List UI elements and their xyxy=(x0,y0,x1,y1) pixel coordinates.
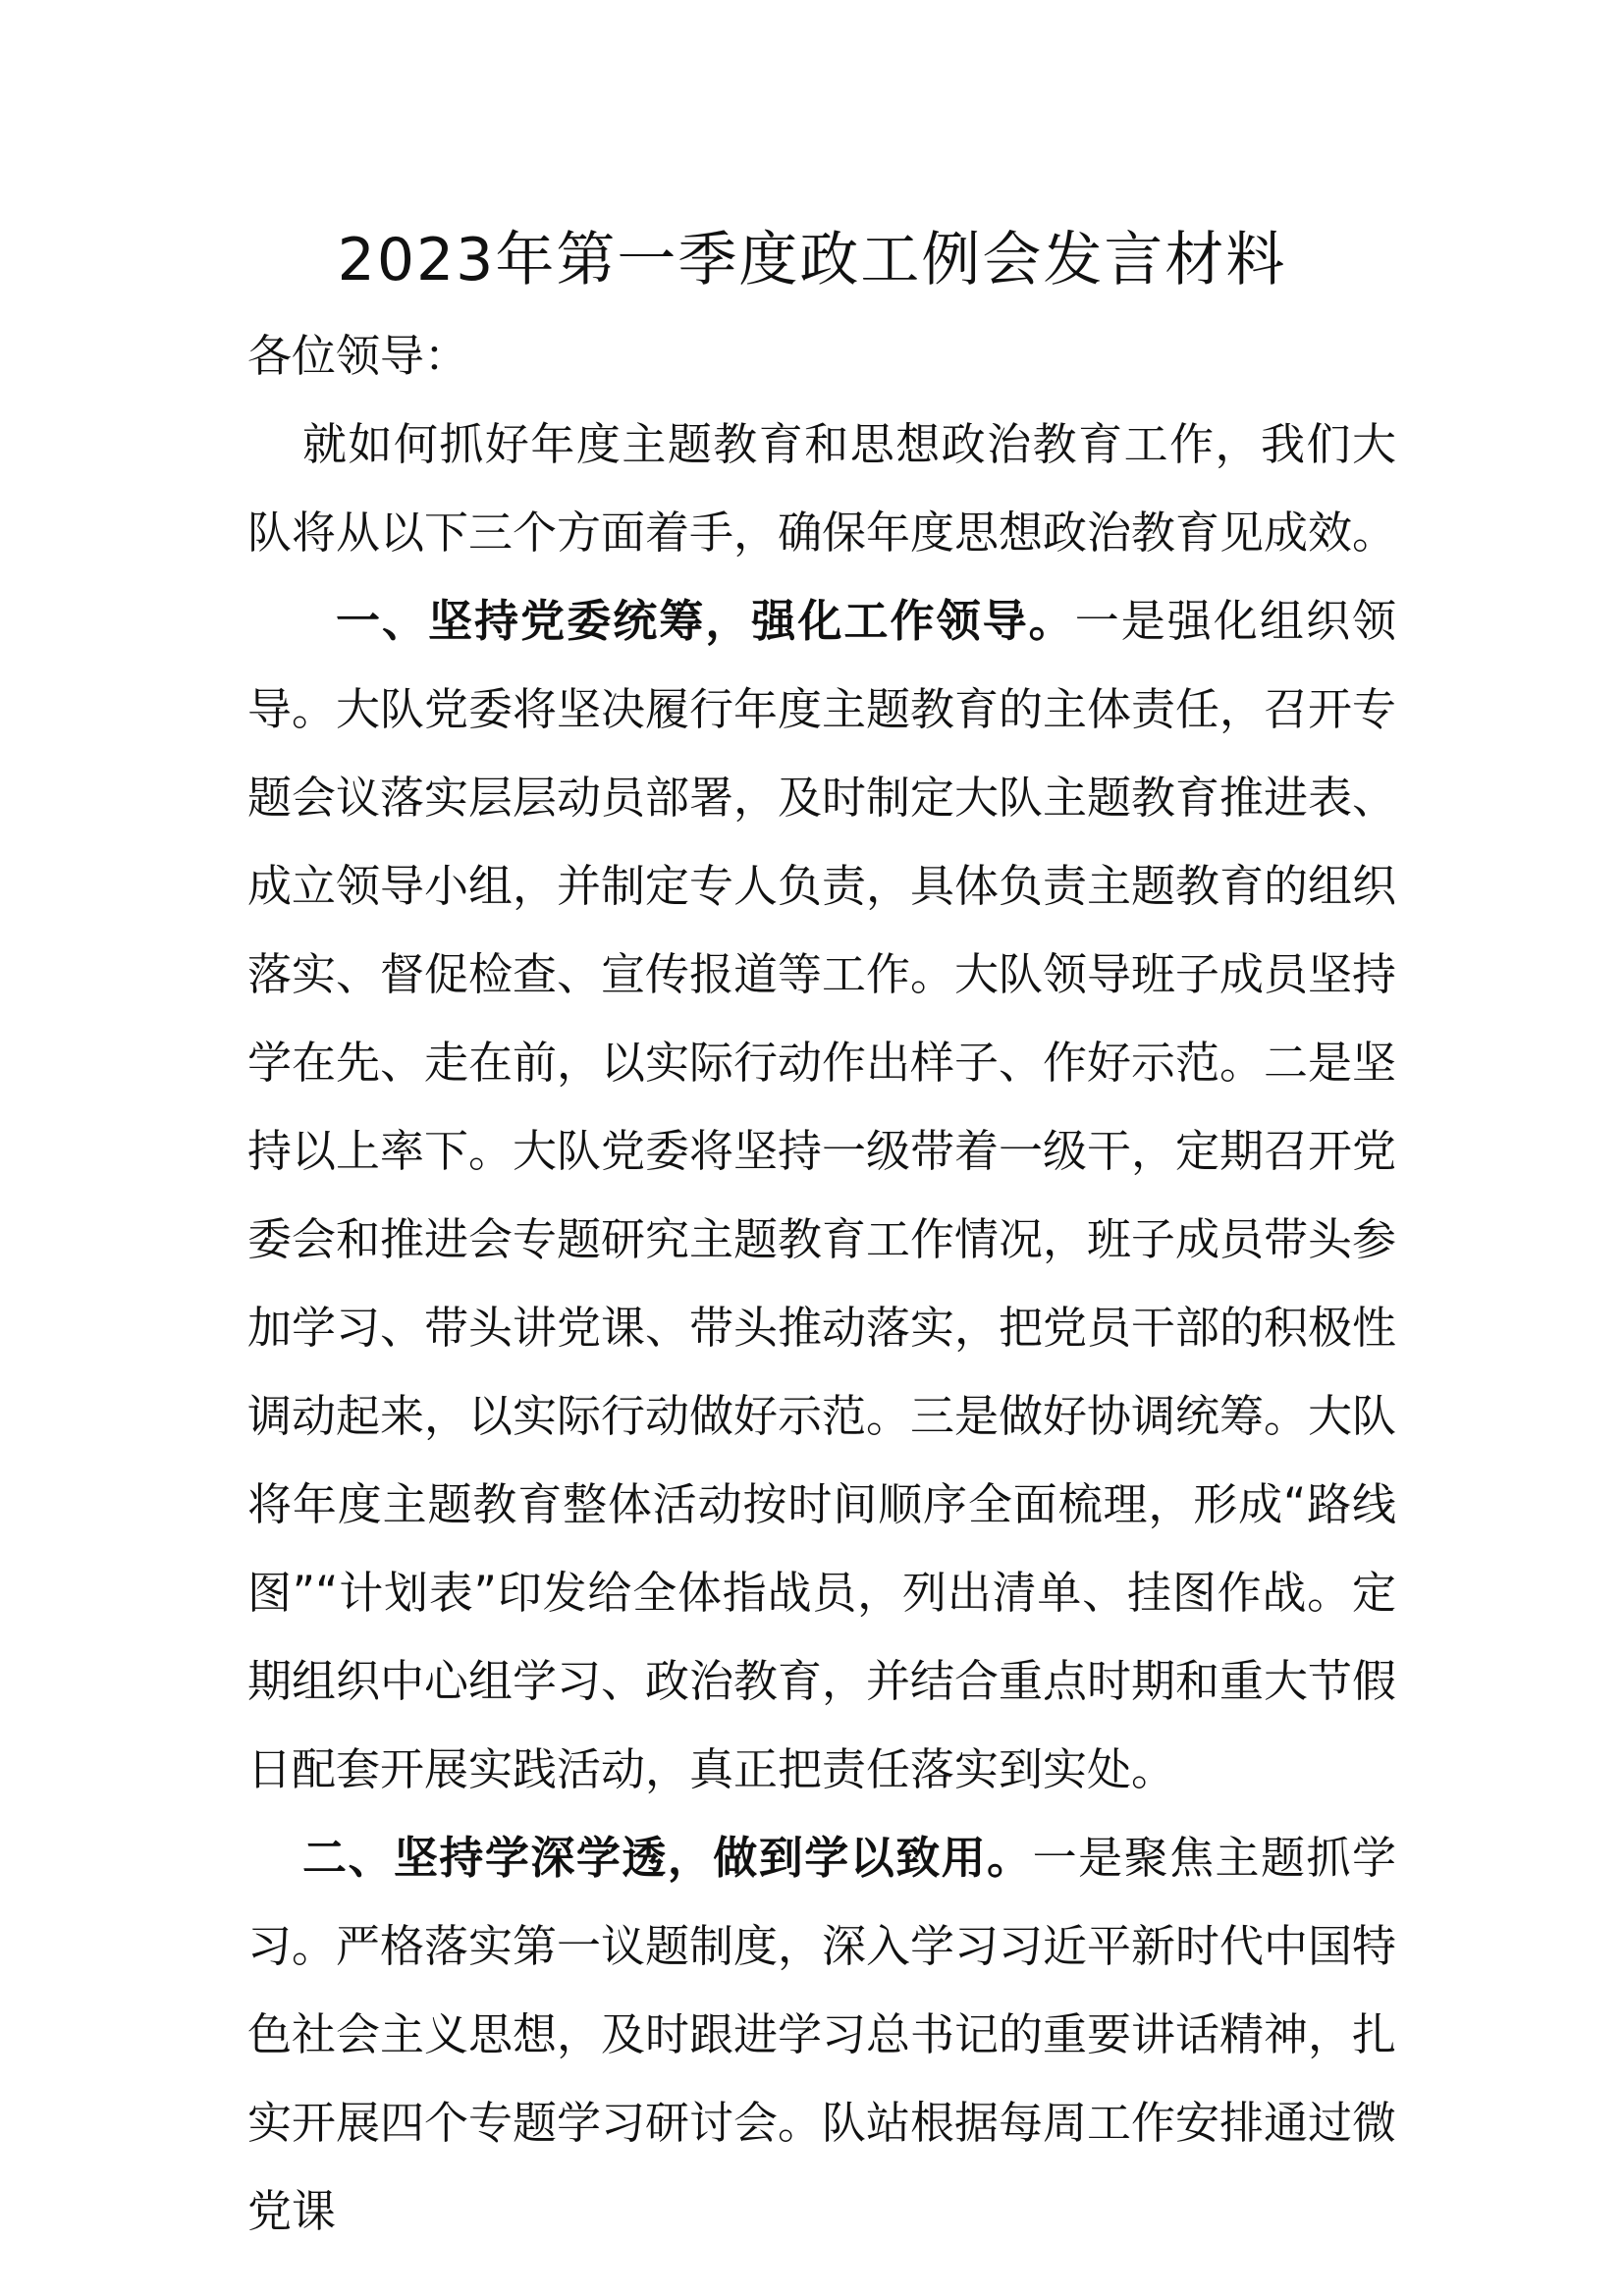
document-title: 2023年第一季度政工例会发言材料 xyxy=(337,226,1287,294)
section-2-heading: 二、坚持学深学透，做到学以致用。 xyxy=(302,1832,1033,1884)
section-1-paragraph xyxy=(247,577,1396,1814)
section-1-body: 一是强化组织领导。大队党委将坚决履行年度主题教育的主体责任，召开专题会议落实层层动员部署，及时制定大队主题教育推进表、成立领导小组，并制定专人负责，具体负责主题教育的组织落实、督促检查、宣传报道等工作。大队领导班子成员坚持学在先、走在前，以实际行动作出样子、作好示范。二是坚持以上率下。大队党委将坚持一级带着一级干，定期召开党委会和推进会专题研究主题教育工作情况，班子成员带头参加学习、带头讲党课、带头推动落实，把党员干部的积极性调动起来，以实际行动做好示范。三是做好协调统筹。大队将年度主题教育整体活动按时间顺序全面梳理，形成“路线图”“计划表”印发给全体指战员，列出清单、挂图作战。定期组织中心组学习、政治教育，并结合重点时期和重大节假日配套开展实践活动，真正把责任落实到实处。 xyxy=(247,595,1397,1795)
section-1-heading: 一、坚持党委统筹，强化工作领导。 xyxy=(336,595,1075,647)
salutation: 各位领导： xyxy=(247,330,469,382)
section-2-body: 一是聚焦主题抓学习。严格落实第一议题制度，深入学习习近平新时代中国特色社会主义思想，及时跟进学习总书记的重要讲话精神，扎实开展四个专题学习研讨会。队站根据每周工作安排通过微党课 xyxy=(247,1832,1397,2237)
document-body xyxy=(247,312,1396,2256)
section-2-paragraph xyxy=(247,1814,1396,2256)
intro-paragraph: 就如何抓好年度主题教育和思想政治教育工作，我们大队将从以下三个方面着手，确保年度思想政治教育见成效。 xyxy=(247,418,1397,559)
